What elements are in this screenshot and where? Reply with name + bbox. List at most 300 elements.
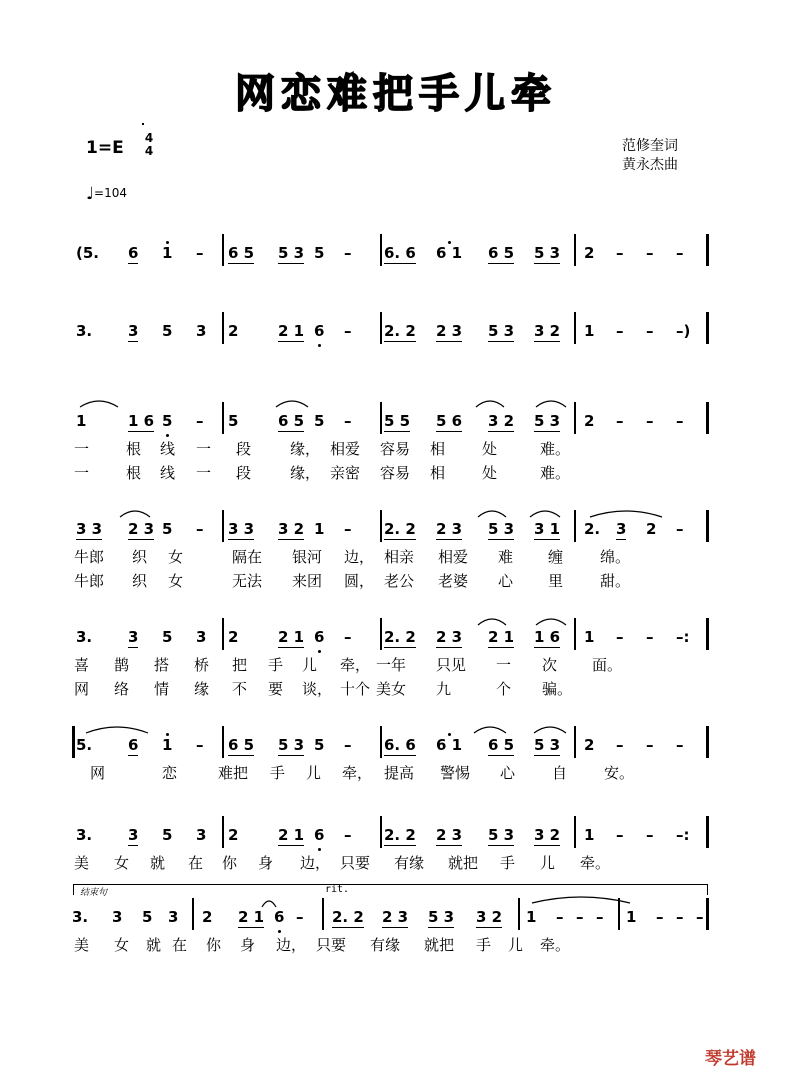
lyric-3-1-9: 相 [430,440,446,458]
note-6-14: – [616,736,624,754]
lyric-4-2-5: 来团 [292,572,323,590]
barline [706,816,709,848]
slur-10 [536,616,566,626]
lyric-3-2-4: 一 [196,464,212,482]
note-3-6: 6 5 [278,412,305,430]
note-6-3: 1 [162,736,173,754]
note-1-10: 6 1 [436,244,463,262]
lyric-3-2-11: 难。 [540,464,571,482]
note-3-5: 5 [228,412,239,430]
barline [574,618,576,650]
barline [706,510,709,542]
note-4-12: 3 1 [534,520,561,538]
lyric-7-1-11: 手 [500,854,516,872]
barline [706,402,709,434]
note-4-6: 3 2 [278,520,305,538]
note-5-14: – [616,628,624,646]
note-3-16: – [676,412,684,430]
note-2-6: 2 1 [278,322,305,340]
note-8-17: 1 [626,908,637,926]
note-5-11: 2 1 [488,628,515,646]
note-6-16: – [676,736,684,754]
note-7-14: – [616,826,624,844]
lyric-6-1-9: 心 [500,764,516,782]
lyric-3-1-3: 线 [160,440,176,458]
lyric-5-1-7: 儿 [302,656,318,674]
note-2-16: –) [676,322,691,340]
note-4-2: 2 3 [128,520,155,538]
barline [222,618,224,650]
note-5-5: 2 [228,628,239,646]
note-3-8: – [344,412,352,430]
lyric-7-1-10: 就把 [448,854,479,872]
lyric-8-1-1: 美 [74,936,90,954]
note-3-4: – [196,412,204,430]
note-6-11: 6 5 [488,736,515,754]
score-row-8 [0,908,792,968]
note-7-4: 3 [196,826,207,844]
note-5-2: 3 [128,628,139,646]
note-5-7: 6 [314,628,325,646]
lyric-6-1-2: 恋 [162,764,178,782]
lyric-5-2-8: 十个 [340,680,371,698]
note-6-1: 5. [76,736,93,754]
lyric-3-2-3: 线 [160,464,176,482]
lyric-6-1-7: 提高 [384,764,415,782]
note-3-1: 1 [76,412,87,430]
lyric-6-1-8: 警惕 [440,764,471,782]
note-6-5: 6 5 [228,736,255,754]
lyric-7-1-12: 儿 [540,854,556,872]
barline [222,726,224,758]
lyric-5-2-9: 美女 [376,680,407,698]
lyric-7-1-9: 有缘 [394,854,425,872]
lyricist: 范修奎词 [622,138,678,154]
slur-12 [474,724,506,734]
repeat-start-barline [72,726,75,758]
note-7-9: 2. 2 [384,826,416,844]
note-3-7: 5 [314,412,325,430]
lyric-4-2-7: 老公 [384,572,415,590]
lyric-4-2-9: 心 [498,572,514,590]
note-4-13: 2. [584,520,601,538]
barline [192,898,194,930]
note-4-7: 1 [314,520,325,538]
lyric-7-1-6: 身 [258,854,274,872]
lyric-3-1-7: 相爱 [330,440,361,458]
note-5-4: 3 [196,628,207,646]
lyric-5-2-11: 个 [496,680,512,698]
lyric-5-1-1: 喜 [74,656,90,674]
note-7-16: –: [676,826,690,844]
note-1-4: – [196,244,204,262]
note-1-5: 6 5 [228,244,255,262]
note-8-10: 2 3 [382,908,409,926]
note-3-10: 5 6 [436,412,463,430]
note-6-2: 6 [128,736,139,754]
note-5-1: 3. [76,628,93,646]
barline [380,816,382,848]
note-2-9: 2. 2 [384,322,416,340]
lyric-8-1-8: 只要 [316,936,347,954]
note-1-13: 2 [584,244,595,262]
barline [706,234,709,266]
lyric-5-1-13: 面。 [592,656,623,674]
lyric-4-2-10: 里 [548,572,564,590]
lyric-7-1-13: 牵。 [580,854,611,872]
lyric-3-1-8: 容易 [380,440,411,458]
slur-2 [276,398,308,408]
lyric-5-1-9: 一年 [376,656,407,674]
note-7-8: – [344,826,352,844]
slur-11 [86,724,148,734]
note-5-10: 2 3 [436,628,463,646]
barline [222,312,224,344]
note-4-1: 3 3 [76,520,103,538]
lyric-5-1-8: 牵， [340,656,371,674]
note-8-16: – [596,908,604,926]
note-2-12: 3 2 [534,322,561,340]
note-1-9: 6. 6 [384,244,416,262]
note-3-14: – [616,412,624,430]
barline [706,618,709,650]
note-8-14: – [556,908,564,926]
lyric-7-1-2: 女 [114,854,130,872]
barline [222,816,224,848]
lyric-3-1-4: 一 [196,440,212,458]
barline [574,816,576,848]
note-1-6: 5 3 [278,244,305,262]
lyric-3-1-2: 根 [126,440,142,458]
lyric-3-1-5: 段 [236,440,252,458]
barline [380,726,382,758]
lyric-3-1-11: 难。 [540,440,571,458]
score-row-6 [0,736,792,796]
slur-13 [534,724,566,734]
note-8-19: – [676,908,684,926]
lyric-4-1-10: 缠 [548,548,564,566]
lyric-5-1-4: 桥 [194,656,210,674]
song-title: 网恋难把手儿牵 [235,70,557,117]
note-8-8: – [296,908,304,926]
note-3-15: – [646,412,654,430]
note-6-13: 2 [584,736,595,754]
note-1-1: (5. [76,244,99,262]
lyric-3-2-6: 缘， [290,464,321,482]
slur-8 [590,508,662,518]
lyric-4-1-3: 女 [168,548,184,566]
note-7-5: 2 [228,826,239,844]
lyric-4-2-6: 圆， [344,572,375,590]
note-6-8: – [344,736,352,754]
lyric-3-2-7: 亲密 [330,464,361,482]
lyric-4-1-2: 织 [132,548,148,566]
note-2-11: 5 3 [488,322,515,340]
note-6-15: – [646,736,654,754]
lyric-4-1-7: 相亲 [384,548,415,566]
lyric-5-1-3: 搭 [154,656,170,674]
note-7-10: 2 3 [436,826,463,844]
lyric-8-1-10: 就把 [424,936,455,954]
lyric-3-1-10: 处 [482,440,498,458]
lyric-5-1-11: 一 [496,656,512,674]
note-5-12: 1 6 [534,628,561,646]
note-6-4: – [196,736,204,754]
note-7-15: – [646,826,654,844]
note-2-14: – [616,322,624,340]
note-3-11: 3 2 [488,412,515,430]
slur-14 [262,898,276,908]
watermark-logo: 琴艺谱 [705,1049,756,1069]
lyric-8-1-5: 你 [206,936,222,954]
note-8-13: 1 [526,908,537,926]
lyric-8-1-2: 女 [114,936,130,954]
note-7-1: 3. [76,826,93,844]
note-2-13: 1 [584,322,595,340]
slur-3 [476,398,504,408]
lyric-7-1-8: 只要 [340,854,371,872]
lyric-3-2-9: 相 [430,464,446,482]
lyric-5-2-10: 九 [436,680,452,698]
lyric-4-1-6: 边， [344,548,375,566]
slur-4 [536,398,566,408]
lyric-8-1-12: 儿 [508,936,524,954]
lyric-6-1-10: 自 [552,764,568,782]
note-4-5: 3 3 [228,520,255,538]
lyric-4-2-1: 牛郎 [74,572,105,590]
note-2-5: 2 [228,322,239,340]
note-5-6: 2 1 [278,628,305,646]
note-1-15: – [646,244,654,262]
score-row-5 [0,628,792,698]
slur-1 [80,398,118,408]
note-8-12: 3 2 [476,908,503,926]
barline [380,618,382,650]
lyric-6-1-6: 牵， [342,764,373,782]
barline [706,726,709,758]
note-6-12: 5 3 [534,736,561,754]
lyric-4-2-2: 织 [132,572,148,590]
note-8-5: 2 [202,908,213,926]
lyric-8-1-13: 牵。 [540,936,571,954]
note-6-10: 6 1 [436,736,463,754]
lyric-4-1-9: 难 [498,548,514,566]
composer: 黄永杰曲 [622,157,678,173]
note-6-6: 5 3 [278,736,305,754]
score-row-4 [0,520,792,590]
key-signature: 1=E [86,138,124,158]
lyric-7-1-3: 就 [150,854,166,872]
lyric-5-1-2: 鹊 [114,656,130,674]
barline [518,898,520,930]
note-1-14: – [616,244,624,262]
note-7-13: 1 [584,826,595,844]
score-row-1 [0,244,792,304]
lyric-4-1-1: 牛郎 [74,548,105,566]
note-4-9: 2. 2 [384,520,416,538]
note-8-20: – [696,908,704,926]
lyric-3-2-2: 根 [126,464,142,482]
lyric-4-2-11: 甜。 [600,572,631,590]
note-4-16: – [676,520,684,538]
barline [380,402,382,434]
lyric-4-2-4: 无法 [232,572,263,590]
note-8-3: 5 [142,908,153,926]
lyric-4-1-5: 银河 [292,548,323,566]
barline [574,726,576,758]
slur-6 [478,508,506,518]
note-4-8: – [344,520,352,538]
note-3-13: 2 [584,412,595,430]
slur-5 [120,508,150,518]
note-7-11: 5 3 [488,826,515,844]
lyric-6-1-5: 儿 [306,764,322,782]
lyric-8-1-7: 边， [276,936,307,954]
lyric-3-1-6: 缘， [290,440,321,458]
lyric-6-1-4: 手 [270,764,286,782]
slur-7 [530,508,560,518]
barline [574,312,576,344]
note-3-3: 5 [162,412,173,430]
lyric-7-1-7: 边， [300,854,331,872]
slur-15 [532,894,630,904]
lyric-5-1-6: 手 [268,656,284,674]
note-1-16: – [676,244,684,262]
note-4-15: 2 [646,520,657,538]
note-8-6: 2 1 [238,908,265,926]
barline [380,510,382,542]
lyric-8-1-11: 手 [476,936,492,954]
note-5-15: – [646,628,654,646]
score-row-7 [0,826,792,886]
barline [574,234,576,266]
note-8-1: 3. [72,908,89,926]
barline [574,510,576,542]
tempo-marking: ♩=104 [86,184,127,204]
note-7-12: 3 2 [534,826,561,844]
barline [222,402,224,434]
note-8-15: – [576,908,584,926]
note-8-7: 6 [274,908,285,926]
note-2-1: 3. [76,322,93,340]
note-4-11: 5 3 [488,520,515,538]
barline [706,312,709,344]
lyric-3-1-1: 一 [74,440,90,458]
note-1-3: 1 [162,244,173,262]
lyric-3-2-8: 容易 [380,464,411,482]
quarter-note-icon: ♩ [86,184,95,204]
note-7-3: 5 [162,826,173,844]
lyric-4-1-11: 绵。 [600,548,631,566]
barline [574,402,576,434]
barline [706,898,709,930]
barline [380,234,382,266]
slur-9 [478,616,506,626]
note-7-2: 3 [128,826,139,844]
note-3-2: 1 6 [128,412,155,430]
note-2-10: 2 3 [436,322,463,340]
lyric-5-2-5: 不 [232,680,248,698]
note-4-3: 5 [162,520,173,538]
note-5-8: – [344,628,352,646]
time-signature-bottom: 4 [144,144,154,158]
lyric-5-1-5: 把 [232,656,248,674]
note-8-18: – [656,908,664,926]
note-5-13: 1 [584,628,595,646]
lyric-7-1-4: 在 [188,854,204,872]
note-4-14: 3 [616,520,627,538]
lyric-8-1-4: 在 [172,936,188,954]
lyric-4-2-3: 女 [168,572,184,590]
note-1-12: 5 3 [534,244,561,262]
note-1-2: 6 [128,244,139,262]
lyric-8-1-6: 身 [240,936,256,954]
lyric-5-2-2: 络 [114,680,130,698]
note-6-9: 6. 6 [384,736,416,754]
lyric-3-2-5: 段 [236,464,252,482]
credits [622,137,678,175]
score-row-3 [0,412,792,482]
ritardando-marking: rit. [325,884,350,895]
note-3-12: 5 3 [534,412,561,430]
lyric-6-1-1: 网 [90,764,106,782]
note-2-4: 3 [196,322,207,340]
lyric-4-1-8: 相爱 [438,548,469,566]
barline [222,510,224,542]
note-8-11: 5 3 [428,908,455,926]
lyric-6-1-11: 安。 [604,764,635,782]
note-5-16: –: [676,628,690,646]
lyric-5-2-1: 网 [74,680,90,698]
lyric-8-1-3: 就 [146,936,162,954]
note-8-9: 2. 2 [332,908,364,926]
note-2-8: – [344,322,352,340]
lyric-5-2-6: 要 [268,680,284,698]
note-2-2: 3 [128,322,139,340]
lyric-5-2-3: 情 [154,680,170,698]
note-1-7: 5 [314,244,325,262]
note-5-9: 2. 2 [384,628,416,646]
lyric-5-2-12: 骗。 [542,680,573,698]
lyric-7-1-5: 你 [222,854,238,872]
note-8-4: 3 [168,908,179,926]
barline [380,312,382,344]
lyric-5-2-4: 缘 [194,680,210,698]
lyric-5-1-12: 次 [542,656,558,674]
note-3-9: 5 5 [384,412,411,430]
note-7-6: 2 1 [278,826,305,844]
time-signature [142,132,156,158]
note-5-3: 5 [162,628,173,646]
lyric-4-1-4: 隔在 [232,548,263,566]
ending-label: 结束句 [80,888,108,898]
lyric-7-1-1: 美 [74,854,90,872]
lyric-6-1-3: 难把 [218,764,249,782]
time-signature-top: 4 [144,131,154,145]
note-4-10: 2 3 [436,520,463,538]
lyric-5-1-10: 只见 [436,656,467,674]
barline [322,898,324,930]
barline [222,234,224,266]
note-1-11: 6 5 [488,244,515,262]
lyric-3-2-10: 处 [482,464,498,482]
lyric-4-2-8: 老婆 [438,572,469,590]
lyric-8-1-9: 有缘 [370,936,401,954]
score-row-2 [0,322,792,382]
note-2-7: 6 [314,322,325,340]
note-8-2: 3 [112,908,123,926]
note-2-15: – [646,322,654,340]
